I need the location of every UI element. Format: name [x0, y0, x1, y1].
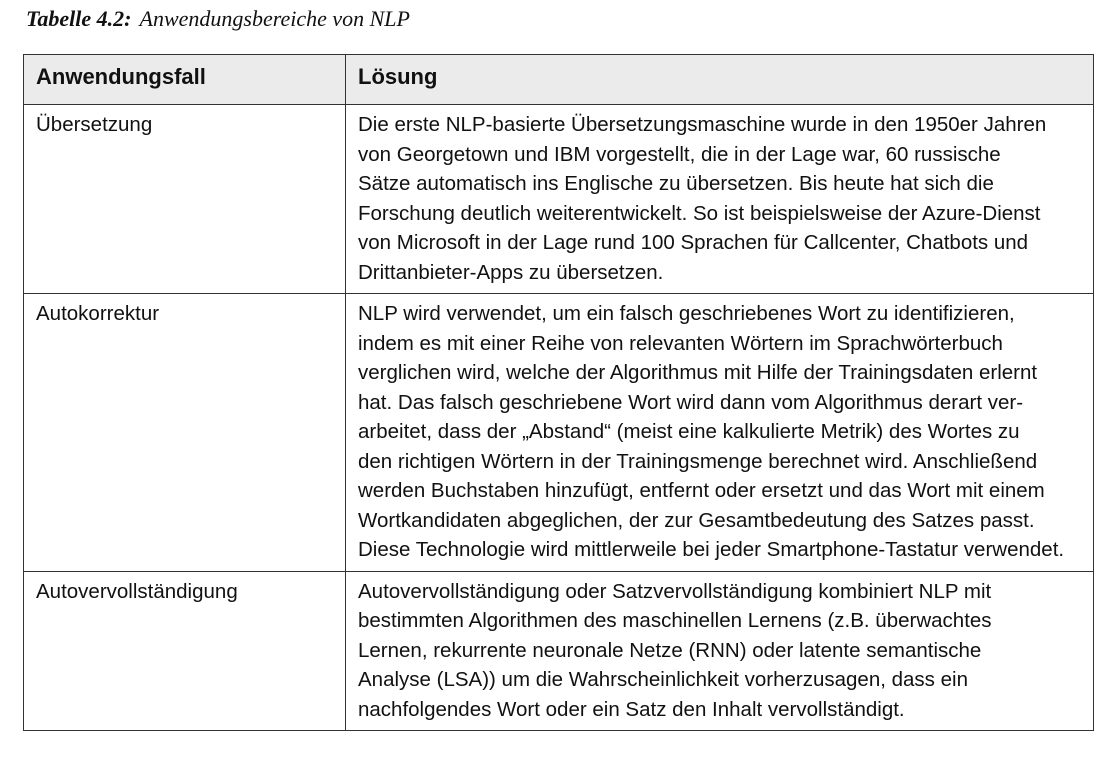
- cell-use-case: [24, 571, 346, 731]
- table-row: [24, 294, 1094, 572]
- caption-title: Anwendungsbereiche von NLP: [139, 6, 410, 31]
- cell-solution: [346, 105, 1094, 294]
- use-case-text: Übersetzung: [36, 113, 153, 136]
- use-case-text: Autokorrektur: [36, 302, 160, 325]
- header-solution: Lösung: [346, 55, 1094, 105]
- cell-solution: [346, 294, 1094, 572]
- solution-text: Die erste NLP-basierte Übersetzungsmaschine wurde in den 1950er Jahren von Georgetown und IBM vorgestellt, die in der Lage war, 60 russische Sätze automatisch ins Englische zu übersetzen. Bis heute hat sich die Forschung deutlich weiterentwickelt. So ist beispielsweise der Azure-Dienst von Microsoft in der Lage rund 100 Sprachen für Callcenter, Chatbots und Drittanbieter-Apps zu übersetzen.: [358, 113, 1047, 284]
- cell-solution: [346, 571, 1094, 731]
- table-caption: [26, 5, 410, 33]
- cell-use-case: [24, 105, 346, 294]
- table-row: [24, 571, 1094, 731]
- caption-label: Tabelle 4.2:: [26, 6, 132, 31]
- solution-text: NLP wird verwendet, um ein falsch geschriebenes Wort zu identifizieren, indem es mit einer Reihe von relevanten Wörtern im Sprachwörterbuch verglichen wird, welche der Algorithmus mit Hilfe der Trainingsdaten erlernt hat. Das falsch geschriebene Wort wird dann vom Algorithmus derart ver- arbeitet, dass der „Abstand“ (meist eine kalkulierte Metrik) des Wortes zu den richtigen Wörtern in der Trainingsmenge berechnet wird. Anschließend werden Buchstaben hinzufügt, entfernt oder ersetzt und das Wort mit einem Wortkandidaten abgeglichen, der zur Gesamtbedeutung des Satzes passt. Diese Technologie wird mittlerweile bei jeder Smartphone-Tastatur verwendet.: [358, 302, 1065, 561]
- table-row: [24, 105, 1094, 294]
- header-use-case: Anwendungsfall: [24, 55, 346, 105]
- applications-table: [23, 54, 1094, 731]
- solution-text: Autovervollständigung oder Satzvervollständigung kombiniert NLP mit bestimmten Algorithmen des maschinellen Lernens (z.B. überwachtes Lernen, rekurrente neuronale Netze (RNN) oder latente semantische Analyse (LSA)) um die Wahrscheinlichkeit vorherzusagen, dass ein nachfolgendes Wort oder ein Satz den Inhalt vervollständigt.: [358, 579, 992, 721]
- use-case-text: Autovervollständigung: [36, 579, 238, 603]
- table-header-row: [24, 55, 1094, 105]
- cell-use-case: [24, 294, 346, 572]
